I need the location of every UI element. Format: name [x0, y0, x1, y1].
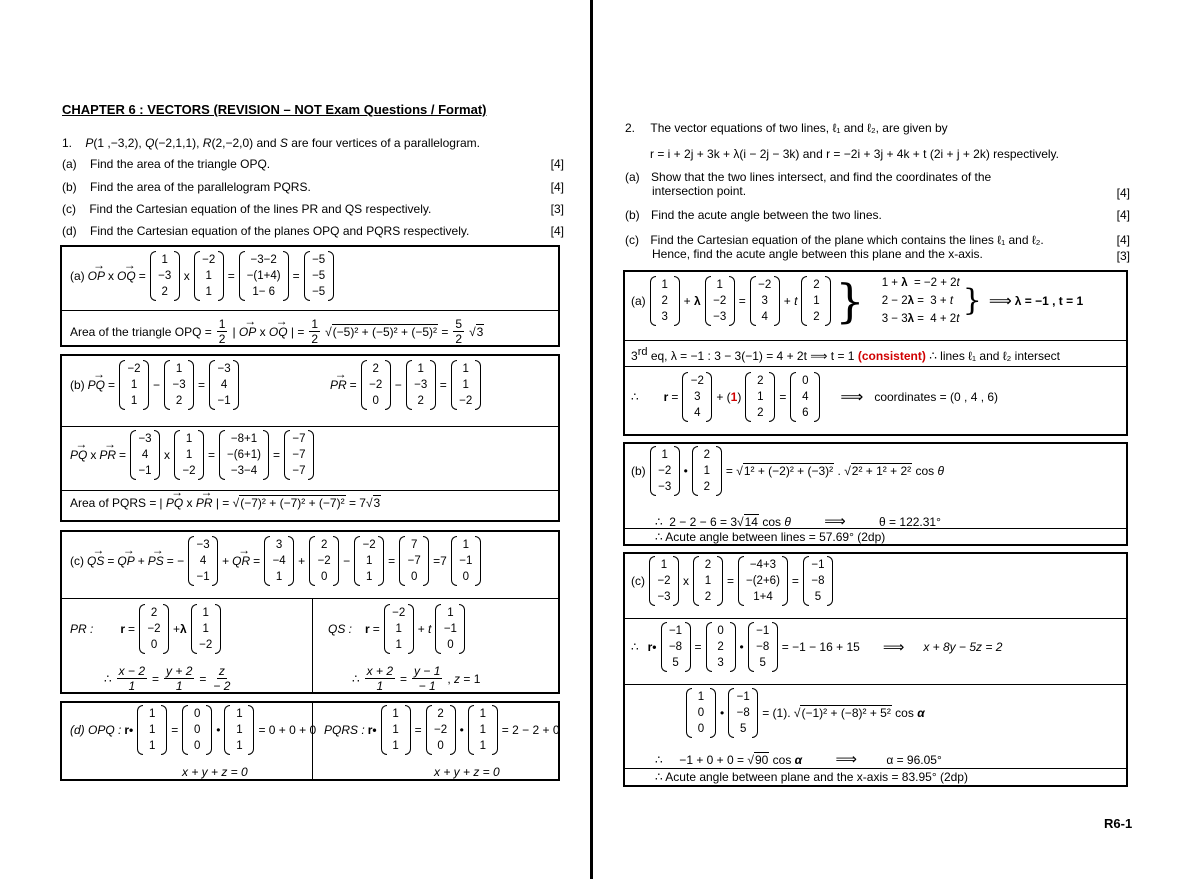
area-opq-label: Area of the triangle OPQ = — [70, 324, 212, 339]
vector-op-column: 1 −3 2 — [150, 251, 180, 301]
cross-product-working: −3−2 −(1+4) 1− 6 — [239, 251, 289, 301]
q1-intro-text: P(1 ,−3,2), Q(−2,1,1), R(2,−2,0) and S are four vertices of a parallelogram. — [85, 136, 480, 150]
q2-equation: r = i + 2j + 3k + λ(i − 2j − 3k) and r = −2i + 3j + 4k + t (2i + j + 2k) respectively. — [650, 147, 1059, 161]
vector-pq-calc: (b) PQ → = −2 1 1 − 1 −3 2 = −3 4 −1 — [70, 360, 240, 410]
q1-part-d-text: Find the Cartesian equation of the planes OPQ and PQRS respectively. — [90, 224, 470, 238]
pqrs-dot-sum: = 2 − 2 + 0 — [501, 723, 560, 737]
solution-box-1a — [60, 245, 560, 347]
theta-result: θ = 122.31° — [879, 515, 941, 529]
acute-angle-lines: ∴ Acute angle between lines = 57.69° (2dp) — [655, 530, 886, 544]
q1-part-a-text: Find the area of the triangle OPQ. — [90, 157, 271, 171]
angle-between-lines-calc: (b) 1 −2 −3 • 2 1 2 = √1² + (−2)² + (−3)² . √2² + 1² + 2² cos θ — [631, 446, 944, 496]
cross-product-pqpr: PQ → x PR → = −3 4 −1 x 1 1 −2 = −8+1 −(6+1) −3−4 = −7 −7 −7 — [70, 430, 315, 480]
q2-intro — [625, 121, 1130, 135]
q1-number: 1. — [62, 136, 73, 150]
plane-cartesian-calc: ∴ r• −1 −8 5 = 0 2 3 • −1 −8 5 = −1 − 16 + 15 ⟹ x + 8y − 5z = 2 — [631, 622, 1002, 672]
q2-part-c-text2: Hence, find the acute angle between this plane and the x-axis. — [652, 247, 983, 261]
page-number: R6-1 — [1104, 816, 1133, 831]
q2-part-c-text: Find the Cartesian equation of the plane which contains the lines ℓ₁ and ℓ₂. — [650, 233, 1044, 247]
q2-part-c — [625, 233, 1130, 261]
intersect-text: ∴ lines ℓ₁ and ℓ₂ intersect — [929, 349, 1061, 363]
line-pr-cartesian: ∴ $\frac{x - 2}{1}$ = $\frac{y + 2}{1}$ = $\frac{z}{- 2}$ — [104, 664, 231, 693]
q1-part-c-label: (c) — [62, 202, 76, 216]
solution-box-2c — [623, 552, 1128, 787]
line-qs-vector-eq: QS : r = −2 1 1 + t 1 −1 0 — [328, 604, 466, 654]
normal-vector-calc: (c) 1 −2 −3 x 2 1 2 = −4+3 −(2+6) 1+4 = −1 −8 5 — [631, 556, 834, 606]
acute-angle-plane: ∴ Acute angle between plane and the x-axis = 83.95° (2dp) — [655, 770, 968, 784]
solution-box-2b — [623, 442, 1128, 546]
q2-number: 2. — [625, 121, 636, 135]
third-equation-check: 3rd eq, λ = −1 : 3 − 3(−1) = 4 + 2t ⟹ t = 1 (consistent) ∴ lines ℓ₁ and ℓ₂ intersect — [631, 346, 1061, 363]
q1-part-c-text: Find the Cartesian equation of the lines PR and QS respectively. — [89, 202, 432, 216]
lines-equate: (a) 1 2 3 + λ 1 −2 −3 = −2 3 4 + t 2 1 2 } 1 + λ = −2 + 2t 2 − 2λ = 3 + t 3 − 3λ = 4 + 2t } ⟹ λ = −1 , t = 1 — [631, 274, 1084, 328]
q2-part-b-label: (b) — [625, 208, 640, 222]
q1-part-d-label: (d) — [62, 224, 77, 238]
q1-part-d-mark: [4] — [550, 224, 564, 238]
q1-part-b-mark: [4] — [550, 180, 564, 194]
q1-part-c — [62, 202, 564, 216]
opq-label: (d) OPQ : — [70, 723, 122, 737]
q1-part-a-label: (a) — [62, 157, 77, 171]
vector-oq-column: −2 1 1 — [194, 251, 224, 301]
cross-product-opq: (a) OP → x OQ → = 1 −3 2 x −2 1 1 = −3−2 −(1+4) 1− 6 = −5 −5 −5 — [70, 251, 335, 301]
qs-label: QS : — [328, 622, 353, 636]
consistent-label: (consistent) — [857, 349, 926, 363]
third-eq-text: eq, λ = −1 : 3 − 3(−1) = 4 + 2t ⟹ t = 1 — [650, 349, 855, 363]
q2-part-a-text2: intersection point. — [652, 184, 747, 198]
cos-theta-eq: ∴ 2 − 2 − 6 = 3√14 cos θ ⟹ θ = 122.31° — [655, 513, 941, 530]
lambda-t-result: λ = −1 , t = 1 — [1014, 294, 1084, 308]
center-divider — [590, 0, 593, 879]
q1-intro — [62, 136, 564, 150]
solution-box-1c — [60, 530, 560, 694]
line-pr-vector-eq: PR : r = 2 −2 0 +λ 1 1 −2 — [70, 604, 222, 654]
vector-pr-calc: PR → = 2 −2 0 − 1 −3 2 = 1 1 −2 — [330, 360, 482, 410]
angle-plane-axis-calc: 1 0 0 • −1 −8 5 = (1). √(−1)² + (−8)² + 5² cos α — [685, 688, 925, 738]
q1-part-b-text: Find the area of the parallelogram PQRS. — [90, 180, 311, 194]
q1-part-a — [62, 157, 564, 171]
q1-part-b-label: (b) — [62, 180, 77, 194]
q1-part-c-mark: [3] — [550, 202, 564, 216]
plane-opq-calc: (d) OPQ : r• 1 1 1 = 0 0 0 • 1 1 1 = 0 + 0 + 0 — [70, 705, 316, 755]
plane-pqrs-calc: PQRS : r• 1 1 1 = 2 −2 0 • 1 1 1 = 2 − 2 + 0 — [324, 705, 560, 755]
vector-qs-calc: (c) QS → = QP → + PS → = − −3 4 −1 + QR → = 3 −4 1 + 2 −2 0 − −2 1 1 = 7 −7 0 =7 1 −1 0 — [70, 536, 482, 586]
cross-product-result: −5 −5 −5 — [304, 251, 334, 301]
q2-part-b-mark: [4] — [1116, 208, 1130, 222]
area-pqrs-label: Area of PQRS = — [70, 496, 157, 510]
coordinates-result: coordinates = (0 , 4 , 6) — [874, 390, 999, 404]
q2-part-c-label: (c) — [625, 233, 639, 247]
opq-dot-sum: = 0 + 0 + 0 — [258, 723, 317, 737]
cos-alpha-eq: ∴ −1 + 0 + 0 = √90 cos α ⟹ α = 96.05° — [655, 751, 942, 768]
q2-part-a — [625, 170, 1130, 198]
solution-box-1b — [60, 354, 560, 522]
vector-oq: OQ → — [117, 269, 136, 283]
solution-box-1d — [60, 701, 560, 781]
page-title: CHAPTER 6 : VECTORS (REVISION – NOT Exam Questions / Format) — [62, 102, 487, 117]
vector-op: OP → — [88, 269, 105, 283]
q2-intro-text: The vector equations of two lines, ℓ₁ and ℓ₂, are given by — [650, 121, 948, 135]
line-qs-cartesian: ∴ $\frac{x + 2}{1}$ = $\frac{y - 1}{- 1}$ , z = 1 — [352, 664, 481, 693]
plane-opq-eq: x + y + z = 0 — [182, 765, 248, 779]
q2-part-a-text: Show that the two lines intersect, and find the coordinates of the — [651, 170, 992, 184]
alpha-result: α = 96.05° — [886, 753, 942, 767]
q2-part-b — [625, 208, 1130, 222]
pr-label: PR : — [70, 622, 94, 636]
q1-part-b — [62, 180, 564, 194]
plane-dot-sum: = −1 − 16 + 15 — [781, 640, 860, 654]
q2-part-b-text: Find the acute angle between the two lines. — [651, 208, 882, 222]
q1-part-d — [62, 224, 564, 238]
area-triangle-opq: Area of the triangle OPQ = $\frac{1}{2}$ | OP → x OQ → | = $\frac{1}{2}$ √(−5)² + (−5)² + (−5)² = $\frac{5}{2}$ √3 — [70, 317, 484, 346]
pqrs-label: PQRS : — [324, 723, 365, 737]
q1-part-a-mark: [4] — [550, 157, 564, 171]
plane-cartesian-eq: x + 8y − 5z = 2 — [923, 640, 1003, 654]
q2-part-a-mark: [4] — [1116, 186, 1130, 200]
q2-part-a-label: (a) — [625, 170, 640, 184]
part-a-label: (a) — [70, 269, 85, 283]
solution-box-2a — [623, 270, 1128, 436]
plane-pqrs-eq: x + y + z = 0 — [434, 765, 500, 779]
q2-part-c-mark2: [3] — [1116, 249, 1130, 263]
intersection-point: ∴ r = −2 3 4 + (1) 2 1 2 = 0 4 6 ⟹ coordinates = (0 , 4 , 6) — [631, 372, 998, 422]
q2-part-c-mark: [4] — [1116, 233, 1130, 247]
area-pqrs: Area of PQRS = | PQ → x PR → | = √(−7)² + (−7)² + (−7)² = 7√3 — [70, 496, 381, 510]
